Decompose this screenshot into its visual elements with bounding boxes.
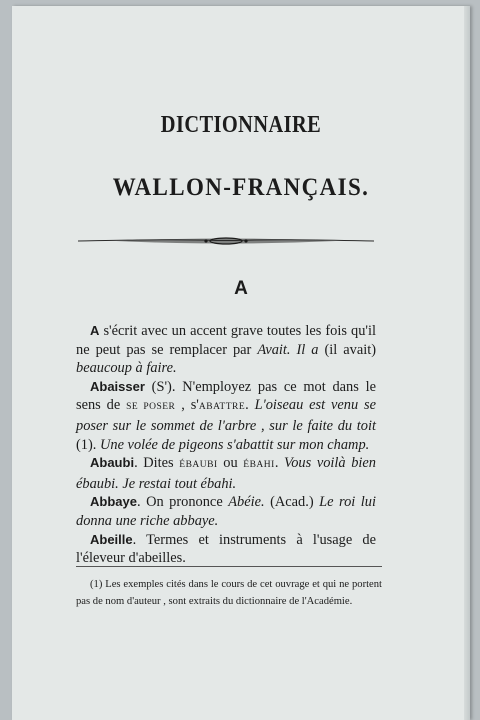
entry-text: s'écrit avec un accent grave toutes les fois qu'il ne peut pas se remplacer par [76, 323, 376, 358]
entry-text: ÉBAUBI [179, 460, 218, 471]
entry-text: Avait. Il a [257, 341, 319, 358]
entry-text: Une volée de pigeons s'abattit sur mon champ. [99, 436, 370, 453]
ornament-dot-right [244, 239, 247, 242]
page-title: DICTIONNAIRE [160, 112, 322, 138]
entry-headword: Abeille [90, 531, 133, 547]
ornament-dot-left [204, 239, 207, 242]
entry-headword: Abaisser [90, 378, 145, 394]
entry-text: (1). [76, 436, 100, 453]
dictionary-entry [76, 378, 376, 454]
dictionary-entry [76, 454, 376, 493]
entry-text: (Acad.) [264, 494, 320, 511]
entry-text: . [245, 397, 255, 414]
entry-headword: A [90, 323, 100, 338]
entry-headword: Abbaye [90, 494, 137, 510]
dictionary-entry [76, 493, 376, 530]
entry-text: Le roi lui donna une riche abbaye. [76, 494, 376, 529]
footnote: (1) Les exemples cités dans le cours de cet ouvrage et qui ne portent pas de nom d'auteur , sont extraits du dictionnaire de l'Académie. [76, 579, 382, 607]
entry-text: . Dites [134, 455, 180, 472]
entry-text: SE POSER [126, 402, 176, 413]
entry-text: (S'). N'employez pas ce mot dans le sens de [76, 378, 376, 414]
dictionary-entries [76, 322, 376, 568]
entry-text: Vous voilà bien ébaubi. Je restai tout ébahi. [76, 455, 376, 492]
ornament-swell [116, 239, 336, 244]
entry-text: ABATTRE [198, 402, 246, 413]
entry-text: ou [217, 455, 244, 472]
page-subtitle: WALLON-FRANÇAIS. [112, 174, 370, 201]
entry-text: Abéie. [228, 494, 265, 511]
dictionary-entry [76, 531, 376, 568]
entry-text: (il avait) [318, 341, 377, 358]
page-edge [464, 6, 470, 720]
book-page [12, 6, 470, 720]
entry-headword: Abaubi [90, 455, 135, 471]
entry-text: , s' [175, 397, 199, 414]
dictionary-entry [76, 322, 376, 378]
entry-text: . Termes et instruments à l'usage de l'éleveur d'abeilles. [76, 531, 376, 567]
entry-text: beaucoup à faire. [76, 360, 177, 377]
entry-text: . On prononce [136, 494, 229, 511]
footnote-rule [76, 566, 382, 567]
entry-text: . [274, 455, 285, 472]
section-letter: A [234, 278, 248, 299]
entry-text: ÉBAHI [243, 460, 275, 471]
ornament-divider [76, 234, 376, 248]
entry-text: L'oiseau est venu se poser sur le sommet de l'arbre , sur le faite du toit [76, 397, 376, 434]
